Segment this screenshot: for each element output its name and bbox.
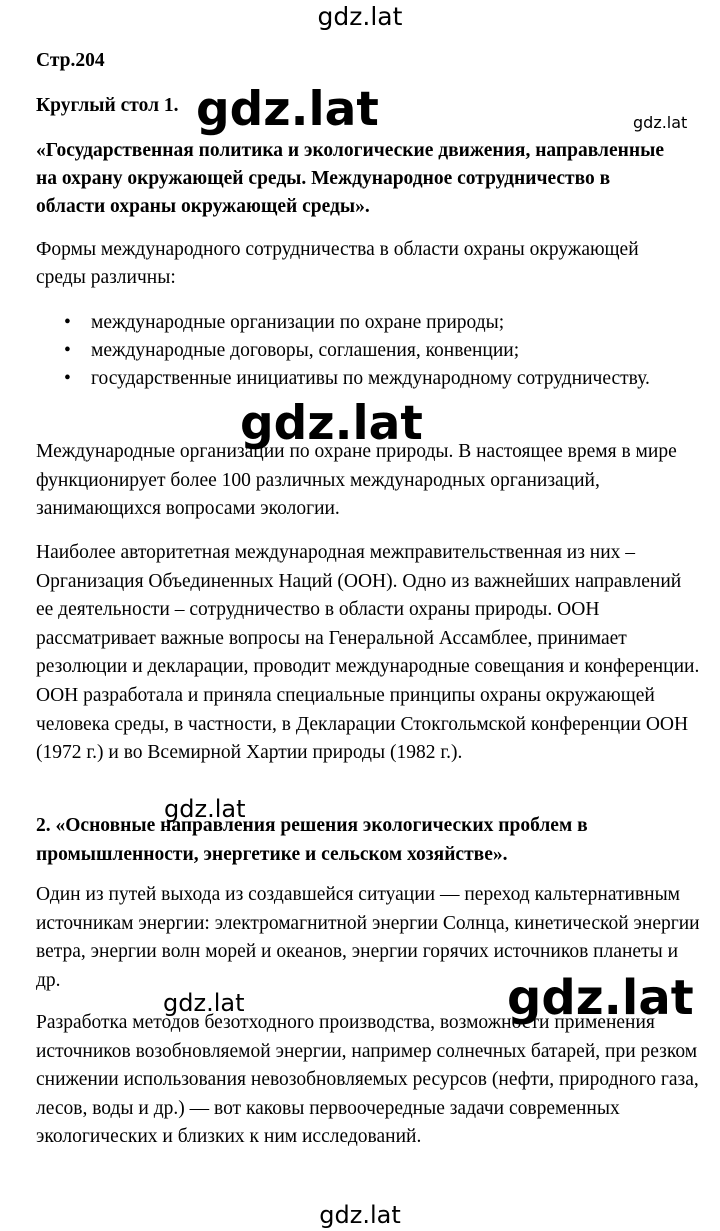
bullet-icon: • <box>64 312 71 333</box>
watermark-large: gdz.lat <box>196 82 379 137</box>
watermark-medium: gdz.lat <box>163 989 245 1017</box>
paragraph-waste-free: Разработка методов безотходного производства, возможности применения источников возобновляемой энергии, например солнечных батарей, при резком снижении использования невозобновляемых ресурсов (нефти, природного газа, лесов, воды и др.) — вот каковы первоочередные задачи современных экологических и близких к ним исследований. <box>36 1012 699 1147</box>
watermark-large: gdz.lat <box>240 396 423 451</box>
bullet-icon: • <box>64 368 71 389</box>
watermark-top: gdz.lat <box>317 2 403 31</box>
watermark-medium: gdz.lat <box>164 795 246 823</box>
list-item <box>36 365 676 393</box>
list-item <box>36 309 676 337</box>
paragraph-organizations: Международные организации по охране природы. В настоящее время в мире функционирует более 100 различных международных организаций, занимающихся вопросами экологии. <box>36 441 677 519</box>
topic-2-heading: 2. «Основные направления решения экологических проблем в промышленности, энергетике и сельском хозяйстве». <box>36 815 588 865</box>
paragraph-alternative-energy: Один из путей выхода из создавшейся ситуации — переход кальтернативным источникам энергии: электромагнитной энергии Солнца, кинетической энергии ветра, энергии волн морей и океанов, энергии горячих источников планеты и др. <box>36 884 700 991</box>
list-item-text: государственные инициативы по международному сотрудничеству. <box>91 368 650 389</box>
intro-paragraph: Формы международного сотрудничества в области охраны окружающей среды различны: <box>36 239 639 288</box>
watermark-large: gdz.lat <box>507 970 694 1026</box>
round-table-title: Круглый стол 1. <box>36 95 179 116</box>
bullet-icon: • <box>64 340 71 361</box>
forms-list <box>36 309 676 393</box>
list-item <box>36 337 676 365</box>
topic-1-heading: «Государственная политика и экологические движения, направленные на охрану окружающей среды. Международное сотрудничество в области охраны окружающей среды». <box>36 140 664 217</box>
page-number: Стр.204 <box>36 50 105 71</box>
watermark-small: gdz.lat <box>633 113 688 132</box>
list-item-text: международные договоры, соглашения, конвенции; <box>91 340 520 361</box>
list-item-text: международные организации по охране природы; <box>91 312 505 333</box>
paragraph-un: Наиболее авторитетная международная межправительственная из них – Организация Объединенных Наций (ООН). Одно из важнейших направлений ее деятельности – сотрудничество в области охраны природы. ООН рассматривает важные вопросы на Генеральной Ассамблее, принимает резолюции и декларации, проводит международные совещания и конференции. ООН разработала и приняла специальные принципы охраны окружающей человека среды, в частности, в Декларации Стокгольмской конференции ООН (1972 г.) и во Всемирной Хартии природы (1982 г.). <box>36 542 700 764</box>
watermark-bottom: gdz.lat <box>319 1201 401 1229</box>
